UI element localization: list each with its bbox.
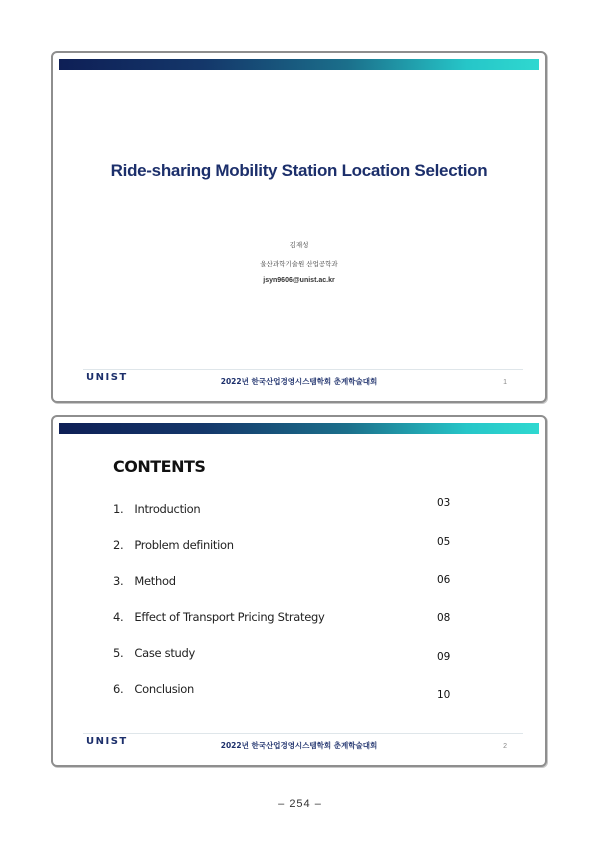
slide-number: 1 [503,379,507,386]
toc-item-page: 09 [437,651,451,663]
toc-item-label: Introduction [134,502,201,516]
footer-divider [83,733,523,734]
document-page-number: – 254 – [278,798,322,810]
header-gradient-bar [59,423,539,434]
header-gradient-bar [59,59,539,70]
contents-heading: CONTENTS [113,457,206,476]
toc-item-number: 6. [113,682,124,696]
toc-item [113,574,176,590]
toc-item [113,646,195,662]
toc-item-label: Problem definition [134,538,234,552]
footer-divider [83,369,523,370]
unist-logo: UNIST [86,372,128,383]
slide-number: 2 [503,743,507,750]
toc-item [113,682,194,698]
toc-item-number: 2. [113,538,124,552]
presentation-title: Ride-sharing Mobility Station Location Selection [110,161,488,180]
toc-item-page: 03 [437,497,451,509]
toc-item-page: 08 [437,612,451,624]
toc-item [113,502,200,518]
author-affiliation: 울산과학기술원 산업공학과 [260,260,338,268]
toc-item [113,538,234,554]
footer-event-name: 2022년 한국산업경영시스템학회 춘계학술대회 [220,741,378,750]
author-name: 김재성 [289,241,309,249]
footer-event-name: 2022년 한국산업경영시스템학회 춘계학술대회 [220,377,378,386]
title-slide [51,51,547,403]
toc-item-number: 4. [113,610,124,624]
toc-item [113,610,325,626]
toc-item-page: 06 [437,574,451,586]
toc-item-label: Case study [134,646,196,660]
toc-item-number: 3. [113,574,124,588]
toc-item-number: 5. [113,646,124,660]
toc-item-number: 1. [113,502,124,516]
toc-item-label: Method [134,574,176,588]
toc-item-label: Conclusion [134,682,195,696]
toc-item-page: 10 [437,689,451,701]
toc-item-page: 05 [437,536,451,548]
contents-slide [51,415,547,767]
author-email: jsyn9606@unist.ac.kr [263,277,335,284]
toc-item-label: Effect of Transport Pricing Strategy [134,610,325,624]
unist-logo: UNIST [86,736,128,747]
